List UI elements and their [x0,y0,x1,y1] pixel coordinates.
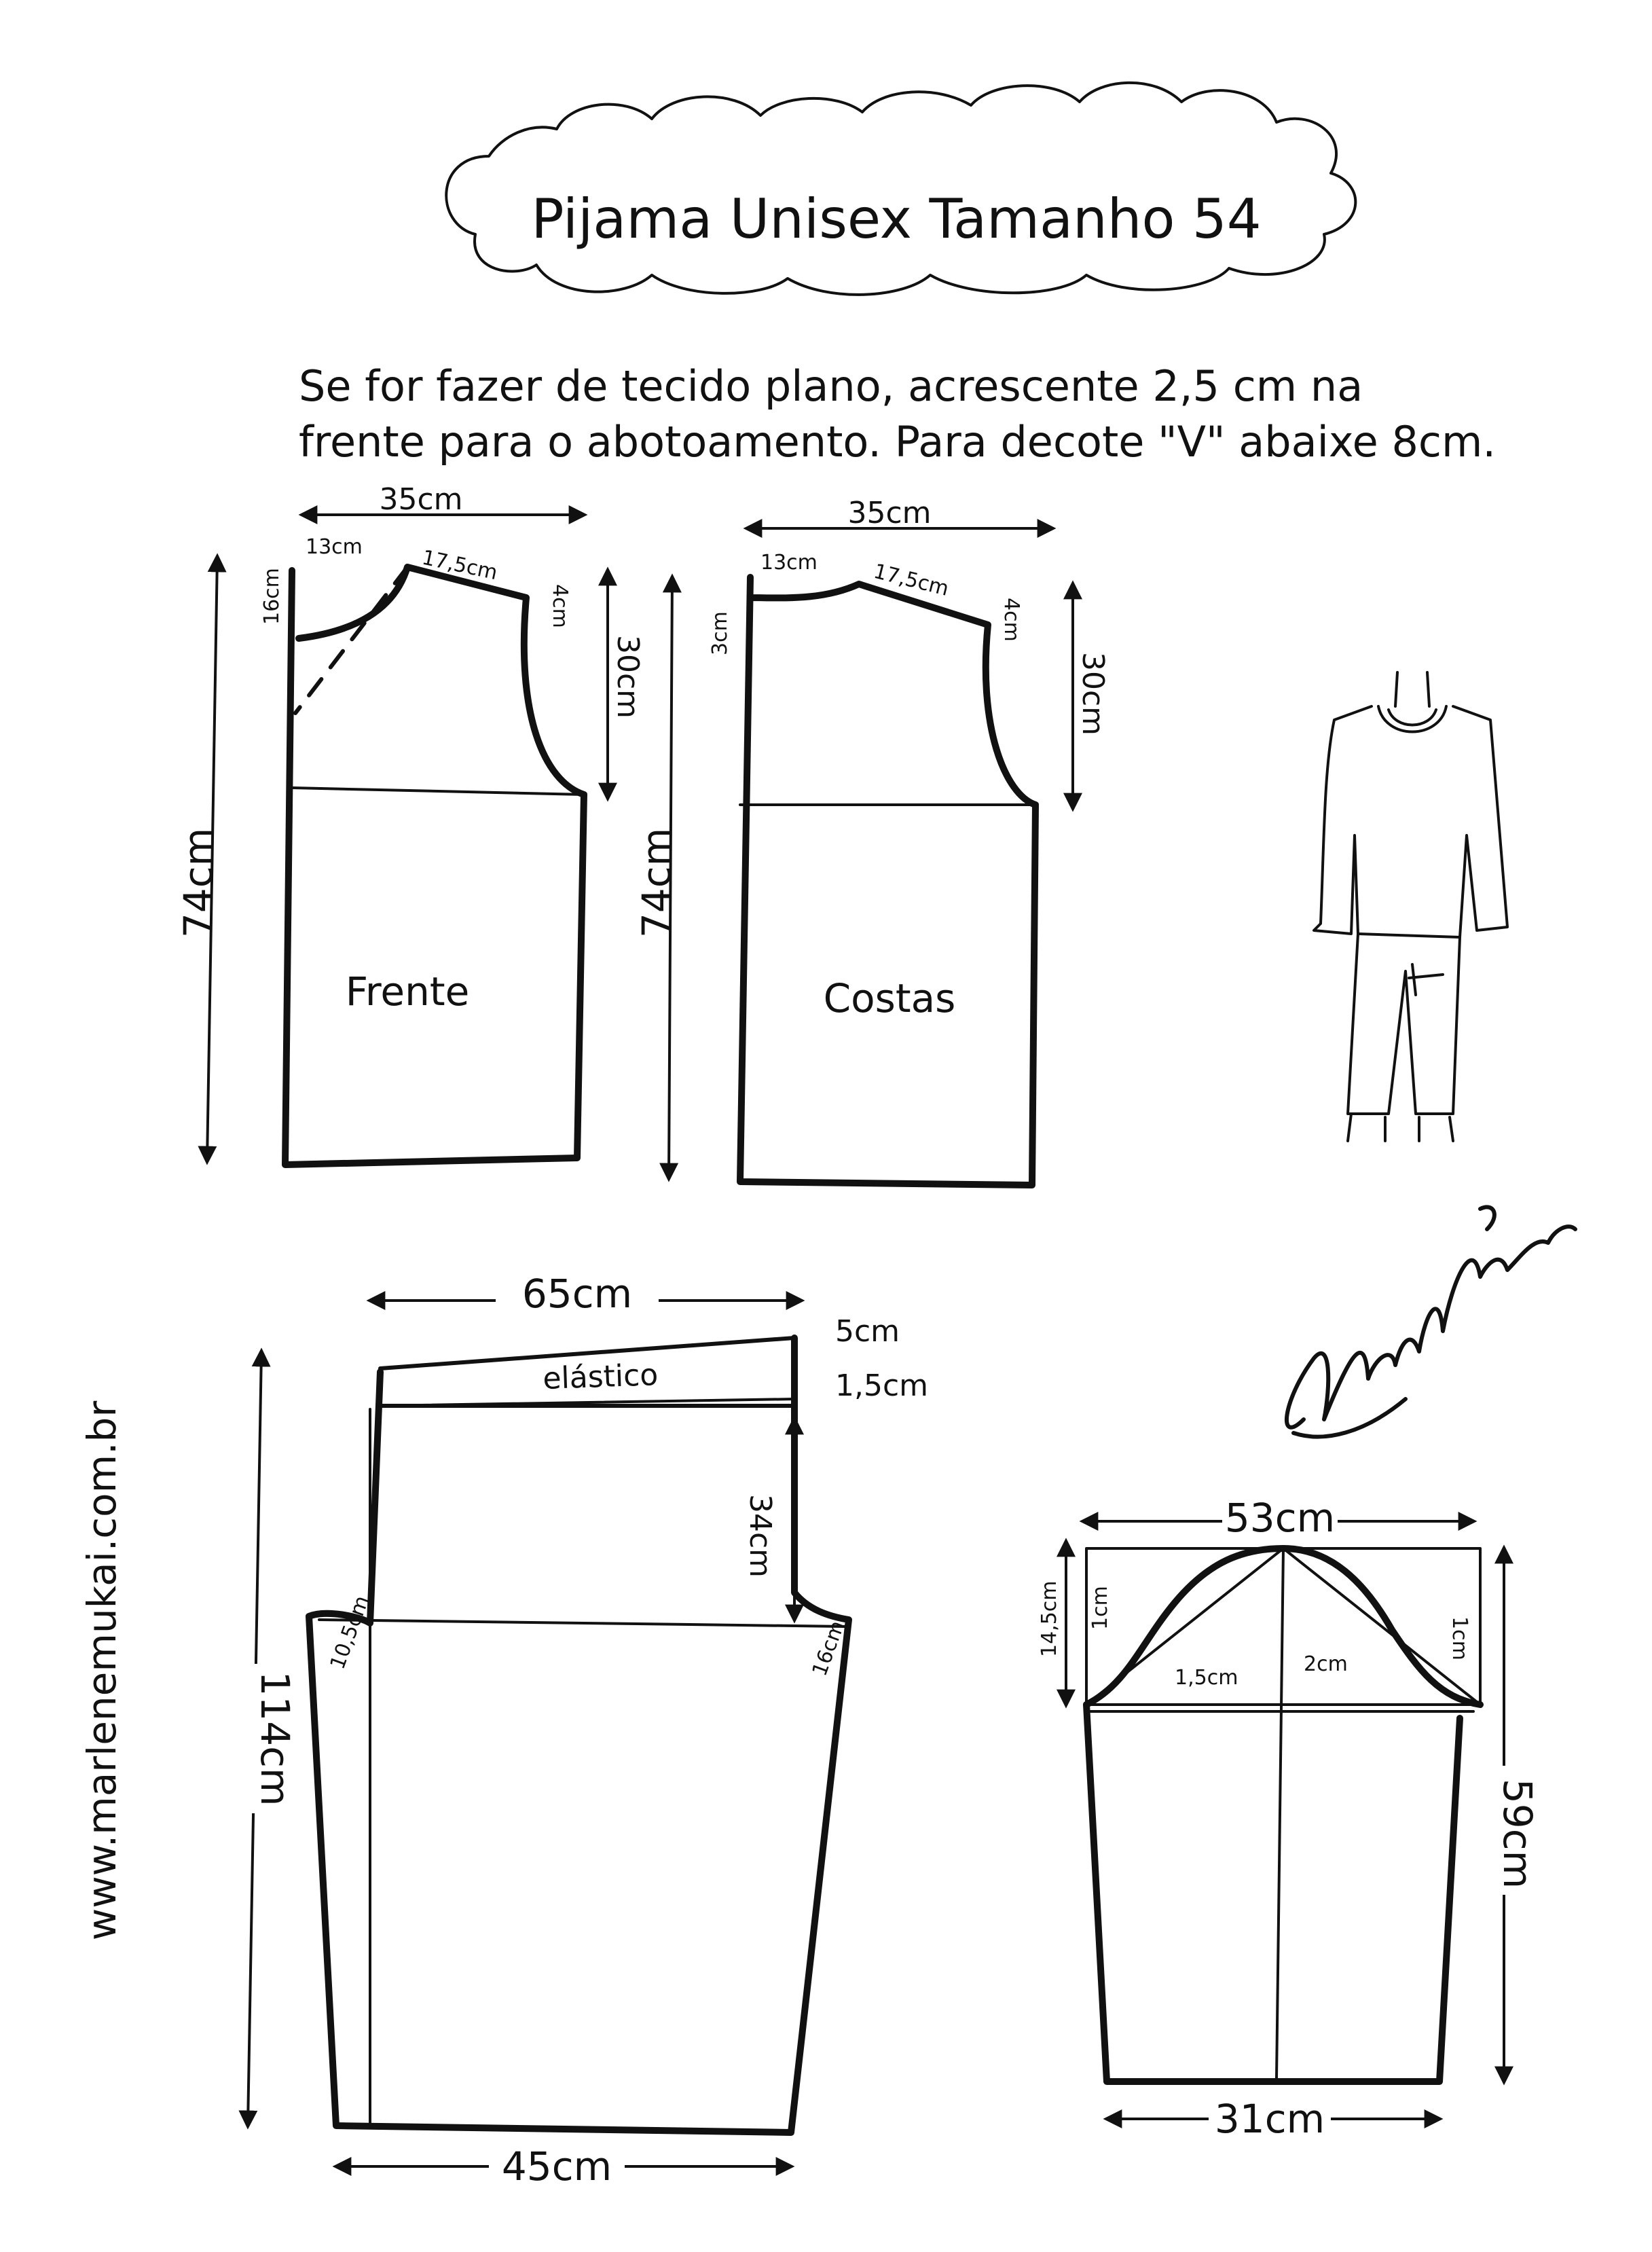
pants-waistband-offset-label: 1,5cm [835,1368,929,1403]
front-neck-depth-label: 16cm [260,568,284,625]
front-armhole-label: 30cm [610,635,645,719]
back-bodice-label: Costas [823,975,956,1021]
sleeve-body-outline [1086,1705,1460,2082]
pants-crotch-line [319,1620,845,1627]
sleeve-top-label: 53cm [1224,1495,1336,1541]
pants-front-crotch-label: 10,5cm [325,1593,375,1673]
figure-pocket-mark [1409,964,1443,995]
pants-outline [309,1338,849,2132]
signature-stroke [1287,1227,1575,1428]
back-neck-depth-label: 3cm [708,611,732,655]
pants-rise-label: 34cm [743,1494,777,1578]
front-bodice-pattern [175,482,645,1165]
front-v-neck-guide [295,567,407,713]
back-neckline [750,584,859,598]
sleeve-left-cap-in-label: 1,5cm [1175,1666,1238,1690]
pants-back-crotch-label: 16cm [807,1617,850,1679]
back-armhole-label: 30cm [1076,652,1110,736]
front-bodice-label: Frente [345,968,470,1015]
pants-hem-label: 45cm [501,2143,612,2190]
sleeve-pattern [1038,1495,1541,2142]
signature-flourish [1293,1207,1494,1436]
front-bodice-outline [285,567,584,1165]
back-width-label: 35cm [847,496,932,530]
instruction-line-2: frente para o abotoamento. Para decote "V" abaixe 8cm. [299,417,1497,467]
pants-waistband-height-label: 5cm [835,1314,900,1349]
figure-pants-outline [1348,934,1460,1114]
front-shoulder-label: 17,5cm [420,545,500,585]
page-title: Pijama Unisex Tamanho 54 [531,187,1262,251]
sleeve-right-cap-in-label: 1cm [1448,1616,1471,1660]
back-shoulder-drop-label: 4cm [999,598,1023,642]
title-cloud [446,83,1355,295]
sleeve-cap-height-label: 14,5cm [1038,1580,1061,1657]
figure-collar-inner [1389,710,1436,725]
sleeve-left-cap-out-label: 1cm [1088,1586,1112,1630]
figure-neck [1395,672,1429,706]
signature [1287,1207,1575,1436]
instruction-line-1: Se for fazer de tecido plano, acrescente 2,5 cm na [299,361,1363,411]
pants-pattern [227,1271,928,2190]
back-bodice-pattern [634,496,1110,1185]
website-url: www.marlenemukai.com.br [79,1400,125,1941]
front-width-label: 35cm [379,482,463,517]
sleeve-length-label: 59cm [1494,1778,1541,1889]
figure-feet [1348,1114,1453,1141]
back-neck-width-label: 13cm [760,551,818,575]
sleeve-cuff-label: 31cm [1214,2096,1325,2142]
back-bodice-outline [740,577,1035,1185]
front-length-label: 74cm [175,827,221,939]
front-neck-width-label: 13cm [306,535,363,559]
figure-shirt-outline [1314,706,1507,937]
figure-sketch [1314,672,1507,1141]
front-shoulder-drop-label: 4cm [548,584,572,628]
front-chest-line [292,788,584,795]
back-shoulder-label: 17,5cm [871,559,951,601]
sleeve-right-cap-out-label: 2cm [1304,1652,1348,1676]
pants-length-label: 114cm [252,1671,298,1806]
back-length-label: 74cm [634,827,680,939]
sleeve-cap-guides [1086,1548,1480,2078]
pants-waist-label: 65cm [521,1271,633,1317]
pants-waistband-label: elástico [542,1358,659,1396]
